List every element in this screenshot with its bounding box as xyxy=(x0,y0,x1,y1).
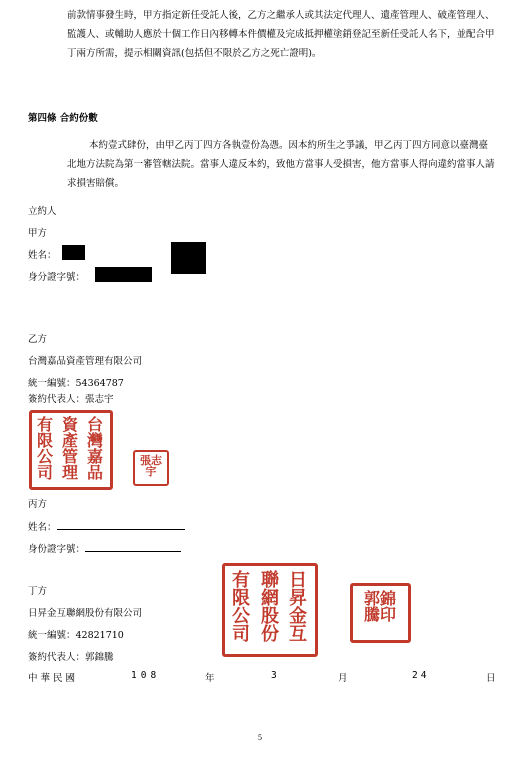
party-c-id-row xyxy=(28,540,181,555)
party-d-tax-id: 統一編號：42821710 xyxy=(28,630,124,641)
party-a-label: 甲方 xyxy=(28,228,48,239)
party-b-company: 台灣嘉品資產管理有限公司 xyxy=(28,356,143,367)
party-a-seal-redaction xyxy=(171,242,206,274)
date-era: 中 華 民 國 xyxy=(28,673,76,684)
date-month: 3 xyxy=(271,670,277,681)
party-b-label: 乙方 xyxy=(28,334,48,345)
seal-char: 張志 xyxy=(140,454,162,467)
seal-char: 公司 xyxy=(232,606,250,645)
party-a-id-label: 身分證字號： xyxy=(28,272,86,283)
seal-char: 有限 xyxy=(232,570,250,609)
party-c-label: 丙方 xyxy=(28,499,48,510)
signatories-heading: 立約人 xyxy=(28,206,57,217)
seal-char: 管理 xyxy=(61,447,78,482)
party-b-tax-id: 統一編號：54364787 xyxy=(28,378,124,389)
party-d-personal-seal xyxy=(350,583,411,643)
seal-char: 台灣 xyxy=(86,415,103,450)
party-b-personal-seal xyxy=(133,450,169,486)
page-number: 5 xyxy=(258,733,262,742)
party-d-company-seal xyxy=(222,563,318,657)
party-d-label: 丁方 xyxy=(28,586,48,597)
party-c-name-line[interactable] xyxy=(57,518,185,530)
article-4-paragraph: 本約壹式肆份，由甲乙丙丁四方各執壹份為憑。因本約所生之爭議，甲乙丙丁四方同意以臺灣臺北地方法院為第一審管轄法院。當事人違反本約，致他方當事人受損害，他方當事人得向違約當事人請求損害賠償。 xyxy=(67,140,495,189)
seal-char: 金互 xyxy=(289,606,307,645)
party-b-representative: 簽約代表人：張志宇 xyxy=(28,394,114,405)
party-b-company-seal xyxy=(29,410,113,490)
party-c-name-label: 姓名： xyxy=(28,522,57,533)
party-a-name-redaction xyxy=(62,245,85,260)
signing-date xyxy=(0,670,529,684)
party-c-id-label: 身份證字號： xyxy=(28,544,86,555)
continuation-paragraph: 前款情事發生時，甲方指定新任受託人後，乙方之繼承人或其法定代理人、遺產管理人、破產管理人、監護人、或輔助人應於十個工作日內移轉本件價權及完成抵押權塗銷登記至新任受託人名下，並配合甲丁兩方所需，提示相關資訊(包括但不限於乙方之死亡證明)。 xyxy=(67,10,495,59)
seal-char: 股份 xyxy=(261,606,279,645)
seal-char: 嘉品 xyxy=(86,447,103,482)
date-day: 24 xyxy=(412,670,430,681)
date-year-label: 年 xyxy=(205,673,215,684)
seal-char: 宇 xyxy=(145,465,157,478)
seal-char: 資產 xyxy=(61,415,78,450)
party-c-id-line[interactable] xyxy=(85,540,181,552)
seal-char: 郭錦 xyxy=(363,589,396,608)
seal-char: 騰印 xyxy=(363,605,396,624)
article-4-title: 第四條 合約份數 xyxy=(28,113,98,124)
seal-char: 有限 xyxy=(36,415,53,450)
seal-char: 聯網 xyxy=(261,570,279,609)
party-c-name-row xyxy=(28,518,185,533)
date-day-label: 日 xyxy=(486,673,496,684)
date-month-label: 月 xyxy=(338,673,348,684)
seal-char: 公司 xyxy=(36,447,53,482)
party-a-id-redaction xyxy=(95,267,152,282)
party-d-company: 日昇金互聯網股份有限公司 xyxy=(28,608,143,619)
date-year: 108 xyxy=(131,670,161,681)
seal-char: 日昇 xyxy=(289,570,307,609)
party-d-representative: 簽約代表人：郭錦騰 xyxy=(28,652,114,663)
party-a-name-label: 姓名： xyxy=(28,250,57,261)
